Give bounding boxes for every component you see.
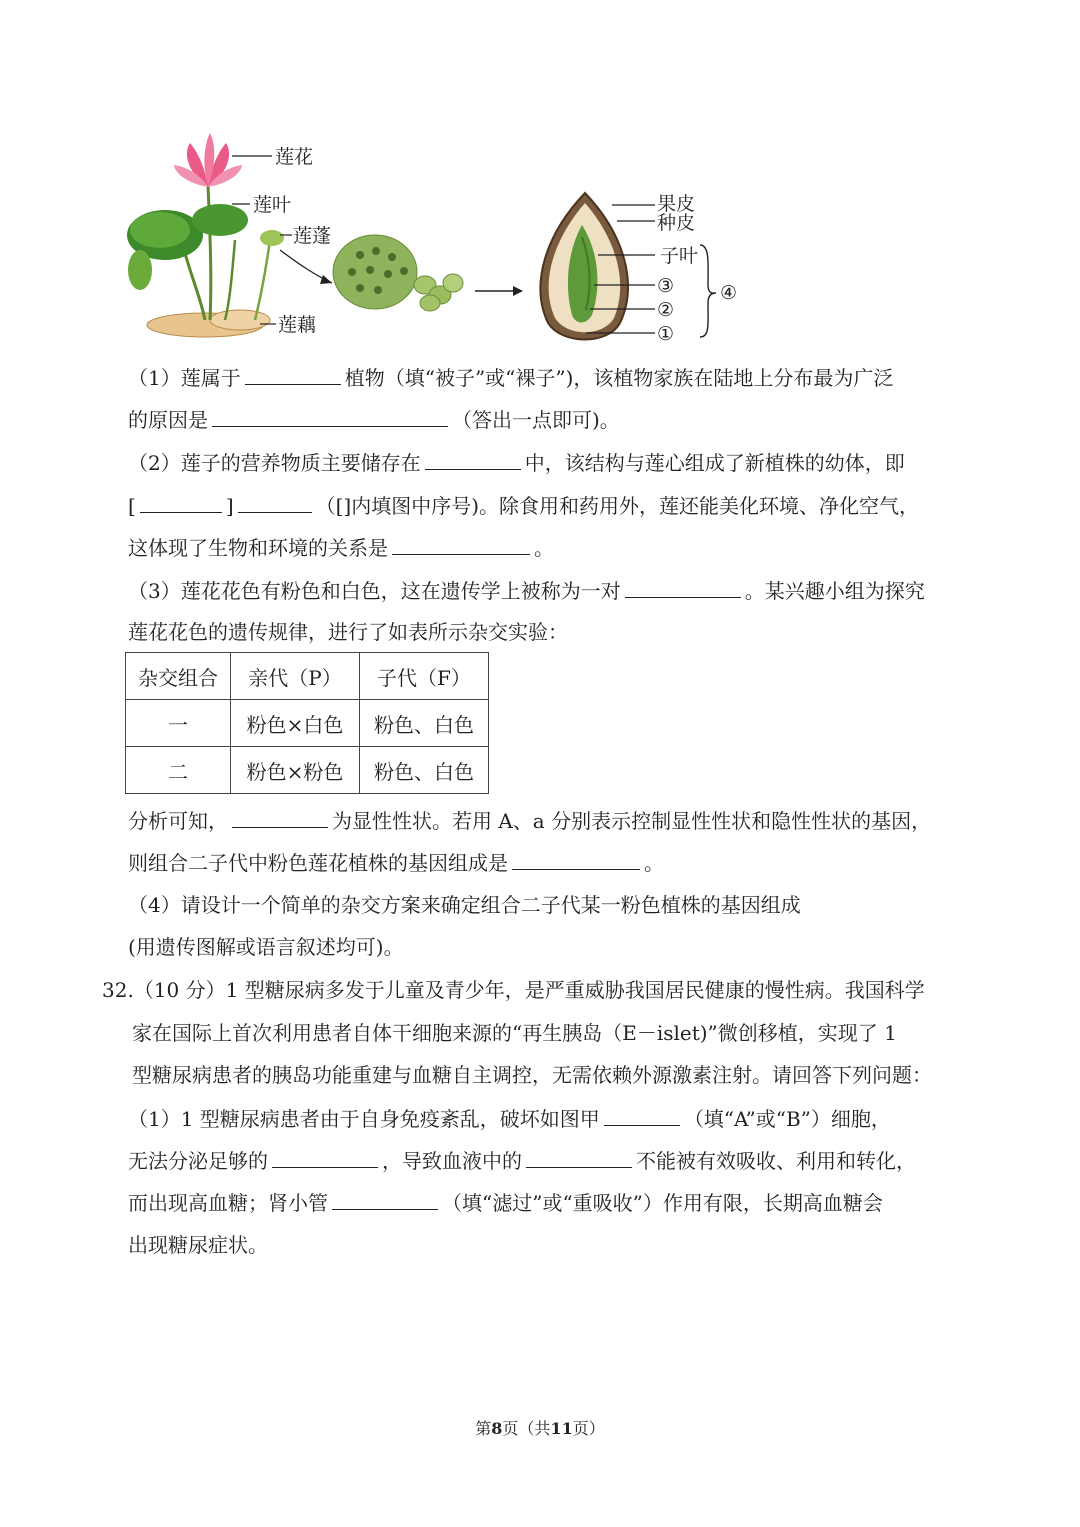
q31-p4-text-b: (用遗传图解或语言叙述均可)。: [128, 935, 404, 959]
q32-p1-text-h: 出现糖尿症状。: [128, 1233, 268, 1257]
q31-p3-text-f: 则组合二子代中粉色莲花植株的基因组成是: [128, 851, 508, 875]
answer-blank[interactable]: [625, 577, 741, 598]
q31-p2-line3: [128, 534, 554, 561]
answer-blank[interactable]: [512, 849, 640, 870]
q32-p1-line4: [128, 1232, 268, 1258]
q31-p3-text-c: 莲花花色的遗传规律，进行了如表所示杂交实验：: [128, 620, 568, 644]
q32-p1-line2: [128, 1147, 916, 1174]
q32-intro-line1: [102, 977, 925, 1003]
table-row: [126, 700, 489, 747]
table-cell: 粉色、白色: [360, 747, 489, 794]
answer-blank[interactable]: [140, 492, 222, 513]
table-cell: 粉色、白色: [360, 700, 489, 747]
q31-p3-text-g: 。: [644, 851, 664, 875]
seed-section-shape: [540, 193, 627, 340]
q31-p2-line2: [128, 492, 919, 519]
answer-blank[interactable]: [212, 406, 448, 427]
label-part-2: ②: [657, 299, 675, 321]
answer-blank[interactable]: [604, 1105, 680, 1126]
q32-p1-text-c: 无法分泌足够的: [128, 1149, 268, 1173]
q31-p1-text-b: 植物（填“被子”或“裸子”)，该植物家族在陆地上分布最为广泛: [344, 366, 894, 390]
bracket-close: ]: [225, 494, 234, 518]
footer-total-pages: 11: [550, 1419, 573, 1438]
footer-prefix: 第: [475, 1419, 492, 1438]
q32-p1-text-d: ，导致血液中的: [382, 1149, 522, 1173]
footer-suffix: 页）: [572, 1419, 605, 1438]
table-cell: 粉色×白色: [231, 700, 360, 747]
q32-intro-text-c: 型糖尿病患者的胰岛功能重建与血糖自主调控，无需依赖外源激素注射。请回答下列问题：: [132, 1063, 932, 1087]
table-header-row: [126, 653, 489, 700]
q31-p3-line1: [128, 577, 925, 604]
table-header: 亲代（P）: [231, 653, 360, 700]
q31-p3-text-b: 。某兴趣小组为探究: [744, 579, 925, 603]
q31-p4-text-a: （4）请设计一个简单的杂交方案来确定组合二子代某一粉色植株的基因组成: [128, 893, 801, 917]
answer-blank[interactable]: [392, 534, 530, 555]
q31-p3-line3: [128, 807, 931, 834]
table-header: 子代（F）: [360, 653, 489, 700]
q32-p1-text-e: 不能被有效吸收、利用和转化，: [636, 1149, 916, 1173]
lotus-diagram: [120, 125, 760, 350]
q32-p1-text-f: 而出现高血糖；肾小管: [128, 1191, 328, 1215]
label-lotus-flower: 莲花: [275, 146, 314, 168]
q31-p1-text-a: （1）莲属于: [128, 366, 241, 390]
q31-p1-text-d: （答出一点即可)。: [452, 408, 620, 432]
q32-p1-line3: [128, 1189, 883, 1216]
lotus-flower-shape: [174, 133, 242, 187]
lotus-figure: [120, 125, 760, 350]
q31-p1-line2: [128, 406, 620, 433]
brace-shape: [700, 245, 716, 337]
page-footer: [0, 1416, 1080, 1439]
q31-p4-line2: [128, 934, 404, 960]
answer-blank[interactable]: [232, 807, 328, 828]
q32-intro-line2: [132, 1020, 897, 1046]
label-seed-coat: 种皮: [657, 212, 696, 234]
label-cotyledon: 子叶: [660, 245, 699, 267]
cross-experiment-table: [125, 652, 489, 794]
label-part-4: ④: [720, 282, 738, 304]
answer-blank[interactable]: [238, 492, 312, 513]
q31-p2-line1: [128, 449, 905, 476]
label-part-1: ①: [657, 323, 675, 345]
q32-intro-line3: [132, 1062, 932, 1088]
label-pericarp: 果皮: [657, 193, 696, 215]
q31-p4-line1: [128, 892, 801, 918]
q31-p3-text-a: （3）莲花花色有粉色和白色，这在遗传学上被称为一对: [128, 579, 621, 603]
answer-blank[interactable]: [332, 1189, 438, 1210]
table-cell: 粉色×粉色: [231, 747, 360, 794]
q31-p2-text-a: （2）莲子的营养物质主要储存在: [128, 451, 421, 475]
table-row: [126, 747, 489, 794]
label-part-3: ③: [657, 275, 675, 297]
q32-p1-text-b: （填“A”或“B”）细胞，: [683, 1107, 891, 1131]
table-header: 杂交组合: [126, 653, 231, 700]
q31-p2-text-g: 。: [534, 536, 554, 560]
q32-intro-text-b: 家在国际上首次利用患者自体干细胞来源的“再生胰岛（E－islet)”微创移植，实现了 1: [132, 1021, 897, 1045]
q32-intro-text-a: 32.（10 分）1 型糖尿病多发于儿童及青少年，是严重威胁我国居民健康的慢性病。我国科学: [102, 978, 925, 1002]
q31-p3-line4: [128, 849, 664, 876]
answer-blank[interactable]: [245, 364, 341, 385]
q32-p1-text-a: （1）1 型糖尿病患者由于自身免疫紊乱，破坏如图甲: [128, 1107, 600, 1131]
label-lotus-leaf: 莲叶: [253, 194, 292, 216]
answer-blank[interactable]: [272, 1147, 378, 1168]
footer-page-number: 8: [491, 1419, 503, 1438]
q31-p1-text-c: 的原因是: [128, 408, 208, 432]
table-cell: 二: [126, 747, 231, 794]
footer-middle: 页（共: [502, 1419, 551, 1438]
q31-p2-text-f: 这体现了生物和环境的关系是: [128, 536, 388, 560]
answer-blank[interactable]: [425, 449, 521, 470]
answer-blank[interactable]: [526, 1147, 632, 1168]
q31-p3-text-e: 为显性性状。若用 A、a 分别表示控制显性性状和隐性性状的基因，: [332, 809, 932, 833]
q31-p2-text-e: （[]内填图中序号)。除食用和药用外，莲还能美化环境、净化空气，: [315, 494, 920, 518]
table-cell: 一: [126, 700, 231, 747]
q32-p1-line1: [128, 1105, 891, 1132]
bracket-open: [: [128, 494, 136, 518]
q32-p1-text-g: （填“滤过”或“重吸收”）作用有限，长期高血糖会: [442, 1191, 883, 1215]
lotus-seedpod-shape: [333, 235, 417, 309]
q31-p3-line2: [128, 619, 568, 645]
label-lotus-root: 莲藕: [278, 314, 317, 336]
label-lotus-pod: 莲蓬: [293, 225, 332, 247]
q31-p3-text-d: 分析可知，: [128, 809, 228, 833]
q31-p2-text-b: 中，该结构与莲心组成了新植株的幼体，即: [524, 451, 905, 475]
lotus-seeds-shape: [414, 274, 463, 311]
q31-p1-line1: [128, 364, 893, 391]
